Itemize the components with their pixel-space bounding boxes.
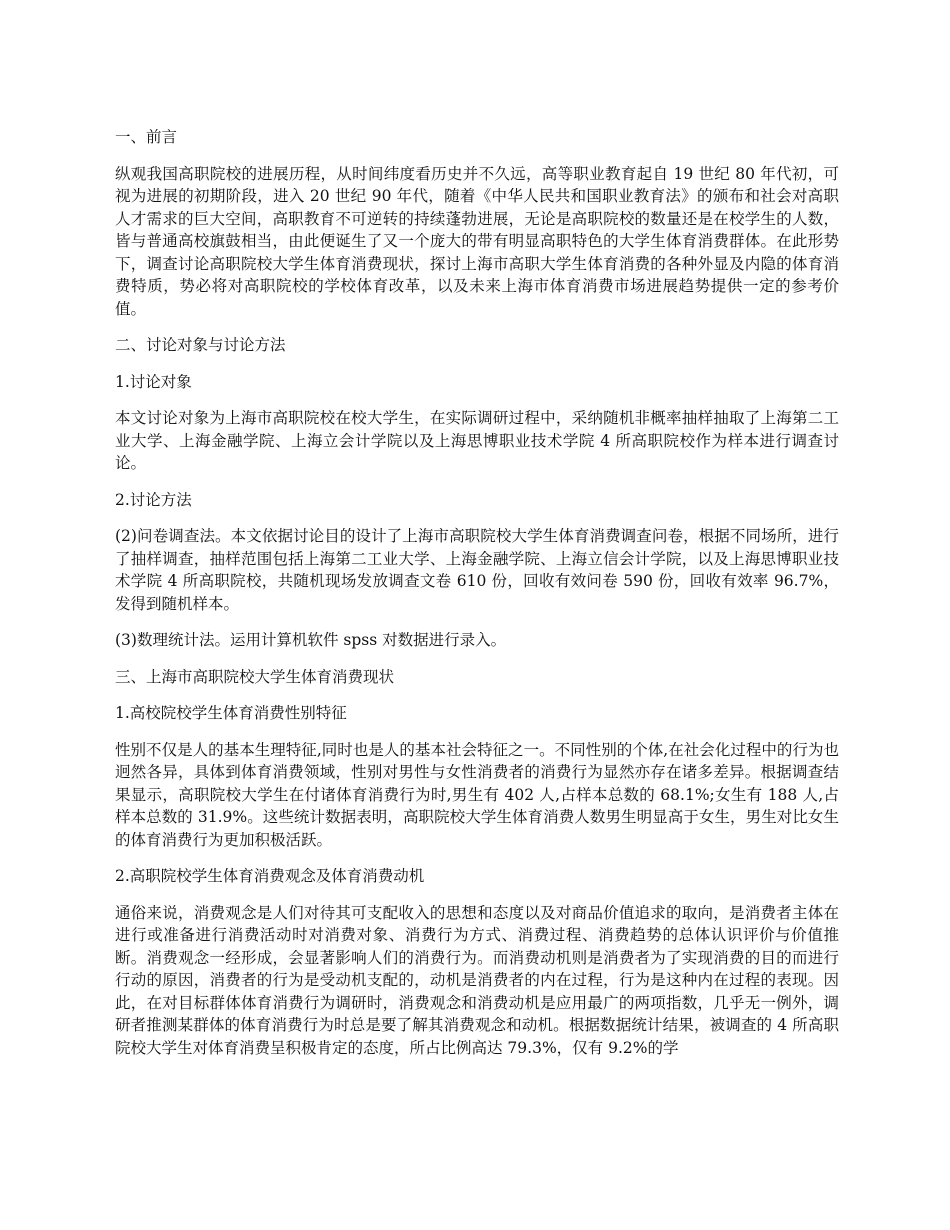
subheading-research-method: 2.讨论方法 [115,490,192,509]
section-heading-objects-methods: 二、讨论对象与讨论方法 [115,336,286,354]
paragraph-consumption-concepts: 通俗来说，消费观念是人们对待其可支配收入的思想和态度以及对商品价值追求的取向，是消费者主体在进行或准备进行消费活动时对消费对象、消费行为方式、消费过程、消费趋势的总体认识评价与价值推断。消费观念一经形成，会显著影响人们的消费行为。而消费动机则是消费者为了实现消费的目的而进行行动的原因，消费者的行为是受动机支配的，动机是消费者的内在过程，行为是这种内在过程的表现。因此，在对目标群体体育消费行为调研时，消费观念和消费动机是应用最广的两项指数，几乎无一例外，调研者推测某群体的体育消费行为时总是要了解其消费观念和动机。根据数据统计结果，被调查的 4 所高职院校大学生对体育消费呈积极肯定的态度，所占比例高达 79.3%，仅有 9.2%的学 [115,903,839,1057]
subheading-research-object: 1.讨论对象 [115,372,192,391]
paragraph-questionnaire-method: (2)问卷调查法。本文依据讨论目的设计了上海市高职院校大学生体育消费调查问卷，根据不同场所，进行了抽样调查，抽样范围包括上海第二工业大学、上海金融学院、上海立信会计学院，以及上海思博职业技术学院 4 所高职院校，共随机现场发放调查文卷 610 份，回收有效问卷 590 份，回收有效率 96.7%，发得到随机样本。 [115,527,839,613]
paragraph-intro: 纵观我国高职院校的进展历程，从时间纬度看历史并不久远，高等职业教育起自 19 世纪 80 年代初，可视为进展的初期阶段，进入 20 世纪 90 年代，随着《中华人民共和国职业教育法》的颁布和社会对高职人才需求的巨大空间，高职教育不可逆转的持续蓬勃进展，无论是高职院校的数量还是在校学生的人数，皆与普通高校旗鼓相当，由此便诞生了又一个庞大的带有明显高职特色的大学生体育消费群体。在此形势下，调查讨论高职院校大学生体育消费现状，探讨上海市高职大学生体育消费的各种外显及内隐的体育消费特质，势必将对高职院校的学校体育改革，以及未来上海市体育消费市场进展趋势提供一定的参考价值。 [115,164,839,318]
document-body [115,126,839,1073]
section-heading-consumption-status: 三、上海市高职院校大学生体育消费现状 [115,667,395,686]
paragraph-gender-features: 性别不仅是人的基本生理特征,同时也是人的基本社会特征之一。不同性别的个体,在社会化过程中的行为也迥然各异，具体到体育消费领域，性别对男性与女性消费者的消费行为显然亦存在诸多差异。根据调查结果显示，高职院校大学生在付诸体育消费行为时,男生有 402 人,占样本总数的 68.1%;女生有 188 人,占样本总数的 31.9%。这些统计数据表明，高职院校大学生体育消费人数男生明显高于女生，男生对比女生的体育消费行为更加积极活跃。 [115,740,839,849]
paragraph-statistics-method: (3)数理统计法。运用计算机软件 spss 对数据进行录入。 [115,631,507,649]
subheading-gender-features: 1.高校院校学生体育消费性别特征 [115,704,347,722]
section-heading-intro: 一、前言 [115,128,178,146]
paragraph-research-object: 本文讨论对象为上海市高职院校在校大学生，在实际调研过程中，采纳随机非概率抽样抽取了上海第二工业大学、上海金融学院、上海立会计学院以及上海思博职业技术学院 4 所高职院校作为样本进行调查讨论。 [115,409,839,472]
subheading-consumption-concepts: 2.高职院校学生体育消费观念及体育消费动机 [115,867,425,885]
